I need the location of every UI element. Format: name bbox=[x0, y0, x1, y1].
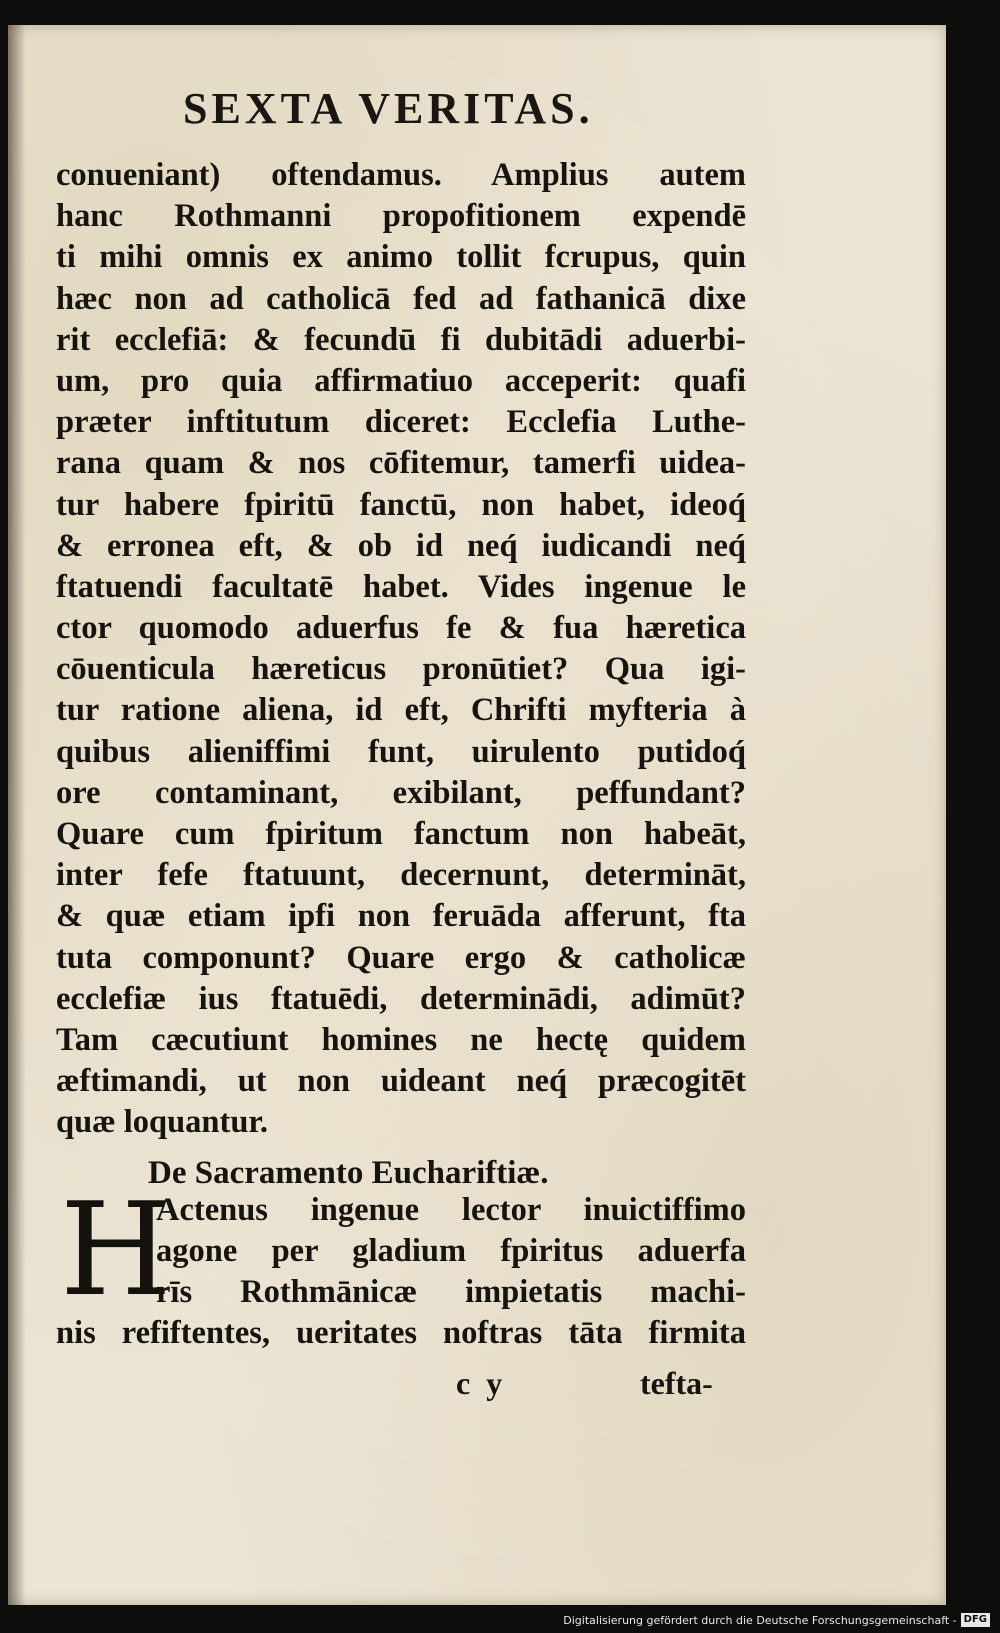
text-line: rīs Rothmānicæ impietatis machi- bbox=[156, 1274, 746, 1311]
text-line: rana quam & nos cōfitemur, tamerfi uidea- bbox=[56, 445, 746, 482]
text-line: ecclefiæ ius ftatuēdi, determinādi, adimūt? bbox=[56, 980, 746, 1017]
text-line: æftimandi, ut non uideant neq́ præcogitēt bbox=[56, 1063, 746, 1100]
page-gutter-shadow bbox=[8, 25, 26, 1605]
section-heading: De Sacramento Euchariftiæ. bbox=[148, 1155, 549, 1191]
text-line: inter fefe ftatuunt, decernunt, determināt, bbox=[56, 857, 746, 894]
digitization-credit bbox=[563, 1610, 990, 1630]
dfg-logo: DFG bbox=[961, 1613, 990, 1627]
final-text-line bbox=[56, 1313, 746, 1354]
text-line: Tam cæcutiunt homines ne hectę quidem bbox=[56, 1021, 746, 1058]
text-line: tur ratione aliena, id eft, Chrifti myfteria à bbox=[56, 692, 746, 729]
text-line: & quæ etiam ipfi non feruāda afferunt, fta bbox=[56, 898, 746, 935]
book-page bbox=[8, 25, 946, 1605]
body-text bbox=[56, 155, 746, 1144]
text-line: præter inftitutum diceret: Ecclefia Luthe- bbox=[56, 404, 746, 441]
credit-text: Digitalisierung gefördert durch die Deutsche Forschungsgemeinschaft - bbox=[563, 1613, 957, 1627]
text-line: quæ loquantur. bbox=[56, 1104, 268, 1141]
running-header: SEXTA VERITAS. bbox=[183, 84, 594, 133]
text-line: conueniant) oftendamus. Amplius autem bbox=[56, 157, 746, 193]
text-line: um, pro quia affirmatiuo acceperit: quafi bbox=[56, 362, 746, 399]
text-line: nis refiftentes, ueritates noftras tāta firmita bbox=[56, 1315, 746, 1351]
text-line: ftatuendi facultatē habet. Vides ingenue le bbox=[56, 568, 746, 605]
drop-cap-initial: H bbox=[60, 1176, 172, 1325]
text-line: tuta componunt? Quare ergo & catholicæ bbox=[56, 939, 746, 976]
text-line: Actenus ingenue lector inuictiffimo bbox=[156, 1192, 746, 1228]
text-line: hanc Rothmanni propofitionem expendē bbox=[56, 198, 746, 235]
text-line: cōuenticula hæreticus pronūtiet? Qua igi- bbox=[56, 651, 746, 688]
catchword: tefta- bbox=[640, 1365, 713, 1401]
text-line: ti mihi omnis ex animo tollit fcrupus, quin bbox=[56, 239, 746, 276]
text-line: quibus alieniffimi funt, uirulento putidoq́ bbox=[56, 733, 746, 770]
text-line: Quare cum fpiritum fanctum non habeāt, bbox=[56, 816, 746, 852]
text-line: rit ecclefiā: & fecundū fi dubitādi aduerbi- bbox=[56, 321, 746, 358]
text-line: tur habere fpiritū fanctū, non habet, ideoq́ bbox=[56, 486, 746, 523]
signature-mark: c y bbox=[456, 1365, 503, 1401]
text-line: & erronea eft, & ob id neq́ iudicandi neq́ bbox=[56, 527, 746, 564]
text-line: agone per gladium fpiritus aduerfa bbox=[156, 1233, 746, 1270]
text-line: hæc non ad catholicā fed ad fathanicā dixe bbox=[56, 280, 746, 317]
drop-cap-text bbox=[156, 1190, 746, 1314]
text-line: ore contaminant, exibilant, peffundant? bbox=[56, 774, 746, 811]
text-line: ctor quomodo aduerfus fe & fua hæretica bbox=[56, 610, 746, 647]
